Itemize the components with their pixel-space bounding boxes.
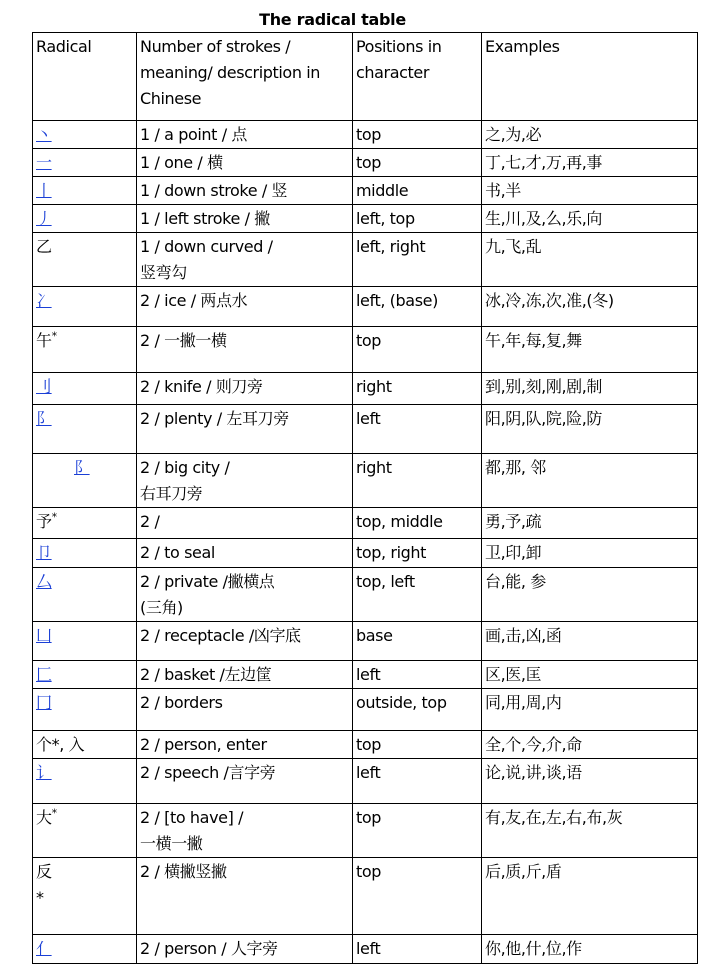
positions-cell: left [353, 661, 482, 689]
radical-cell [33, 233, 137, 287]
positions-cell: top, right [353, 539, 482, 568]
radical-cell [33, 373, 137, 405]
radical-link[interactable]: 丨 [36, 181, 52, 200]
positions-cell: top [353, 149, 482, 177]
strokes-cell: 2 / [to have] / 一横一撇 [137, 804, 353, 858]
table-row [33, 539, 698, 568]
examples-cell: 到,别,刻,刚,剧,制 [482, 373, 698, 405]
header-strokes: Number of strokes / meaning/ description in Chinese [137, 33, 353, 121]
radical-char: 反 * [36, 862, 52, 907]
strokes-cell: 2 / basket /左边筐 [137, 661, 353, 689]
asterisk-note: * [51, 510, 57, 524]
table-row [33, 327, 698, 373]
positions-cell: top [353, 121, 482, 149]
header-radical: Radical [33, 33, 137, 121]
radical-cell [33, 327, 137, 373]
table-row [33, 689, 698, 731]
positions-cell: top [353, 858, 482, 935]
radical-link[interactable]: 冫 [36, 291, 52, 310]
radical-table [32, 32, 698, 964]
examples-cell: 九,飞,乱 [482, 233, 698, 287]
radical-char: 予 [36, 512, 52, 531]
header-positions: Positions in character [353, 33, 482, 121]
examples-cell: 台,能, 参 [482, 568, 698, 622]
examples-cell: 区,医,匡 [482, 661, 698, 689]
table-row [33, 149, 698, 177]
positions-cell: right [353, 454, 482, 508]
positions-cell: top [353, 327, 482, 373]
strokes-cell: 1 / one / 横 [137, 149, 353, 177]
positions-cell: right [353, 373, 482, 405]
strokes-cell: 2 / person / 人字旁 [137, 935, 353, 964]
strokes-cell: 2 / receptacle /凶字底 [137, 622, 353, 661]
radical-cell [33, 149, 137, 177]
radical-char: 午 [36, 331, 52, 350]
examples-cell: 阳,阴,队,院,险,防 [482, 405, 698, 454]
radical-cell [33, 508, 137, 539]
positions-cell: base [353, 622, 482, 661]
positions-cell: outside, top [353, 689, 482, 731]
page-title: The radical table [259, 10, 406, 29]
positions-cell: left [353, 759, 482, 804]
strokes-cell: 2 / big city / 右耳刀旁 [137, 454, 353, 508]
table-row [33, 233, 698, 287]
radical-cell [33, 622, 137, 661]
strokes-cell: 2 / borders [137, 689, 353, 731]
strokes-cell: 2 / ice / 两点水 [137, 287, 353, 327]
table-row [33, 622, 698, 661]
positions-cell: left, (base) [353, 287, 482, 327]
positions-cell: top [353, 731, 482, 759]
strokes-cell: 1 / down curved / 竖弯勾 [137, 233, 353, 287]
strokes-cell: 2 / knife / 则刀旁 [137, 373, 353, 405]
radical-link[interactable]: 讠 [36, 763, 52, 782]
positions-cell: middle [353, 177, 482, 205]
examples-cell: 生,川,及,么,乐,向 [482, 205, 698, 233]
examples-cell: 画,击,凶,函 [482, 622, 698, 661]
examples-cell: 卫,印,卸 [482, 539, 698, 568]
radical-cell [33, 405, 137, 454]
positions-cell: top, left [353, 568, 482, 622]
table-row [33, 405, 698, 454]
table-row [33, 661, 698, 689]
examples-cell: 有,友,在,左,右,布,灰 [482, 804, 698, 858]
table-row [33, 568, 698, 622]
radical-cell [33, 661, 137, 689]
radical-cell [33, 759, 137, 804]
positions-cell: left [353, 405, 482, 454]
table-row [33, 804, 698, 858]
strokes-cell: 2 / 横撇竖撇 [137, 858, 353, 935]
positions-cell: left [353, 935, 482, 964]
table-row [33, 858, 698, 935]
examples-cell: 午,年,每,复,舞 [482, 327, 698, 373]
table-row [33, 121, 698, 149]
strokes-cell: 2 / private /撇横点 (三角) [137, 568, 353, 622]
examples-cell: 同,用,周,内 [482, 689, 698, 731]
radical-link[interactable]: 一 [36, 153, 52, 172]
examples-cell: 你,他,什,位,作 [482, 935, 698, 964]
header-row [33, 33, 698, 121]
radical-link[interactable]: 刂 [36, 377, 52, 396]
radical-cell [33, 539, 137, 568]
table-row [33, 205, 698, 233]
radical-link[interactable]: 凵 [36, 626, 52, 645]
examples-cell: 勇,予,疏 [482, 508, 698, 539]
radical-link[interactable]: 冂 [36, 693, 52, 712]
radical-char: 个*, 入 [36, 735, 85, 754]
table-row [33, 731, 698, 759]
positions-cell: left, top [353, 205, 482, 233]
radical-cell [33, 454, 137, 508]
radical-cell [33, 287, 137, 327]
strokes-cell: 1 / left stroke / 撇 [137, 205, 353, 233]
table-row [33, 759, 698, 804]
asterisk-note: * [51, 806, 57, 820]
radical-link[interactable]: 亻 [36, 939, 52, 958]
header-examples: Examples [482, 33, 698, 121]
radical-cell [33, 177, 137, 205]
radical-cell [33, 804, 137, 858]
table-row [33, 454, 698, 508]
radical-link[interactable]: 卩 [36, 543, 52, 562]
radical-char: 大 [36, 808, 52, 827]
radical-cell [33, 568, 137, 622]
examples-cell: 书,半 [482, 177, 698, 205]
examples-cell: 都,那, 邻 [482, 454, 698, 508]
examples-cell: 后,质,斤,盾 [482, 858, 698, 935]
examples-cell: 丁,七,才,万,再,事 [482, 149, 698, 177]
radical-link[interactable]: 丶 [36, 125, 52, 144]
table-row [33, 508, 698, 539]
radical-cell [33, 858, 137, 935]
table-row [33, 177, 698, 205]
examples-cell: 论,说,讲,谈,语 [482, 759, 698, 804]
radical-link[interactable]: 阝 [74, 458, 90, 477]
radical-link[interactable]: 丿 [36, 209, 52, 228]
radical-cell [33, 689, 137, 731]
radical-link[interactable]: 匚 [36, 665, 52, 684]
strokes-cell: 2 / plenty / 左耳刀旁 [137, 405, 353, 454]
radical-cell [33, 731, 137, 759]
positions-cell: top [353, 804, 482, 858]
table-row [33, 373, 698, 405]
examples-cell: 之,为,必 [482, 121, 698, 149]
positions-cell: left, right [353, 233, 482, 287]
strokes-cell: 1 / down stroke / 竖 [137, 177, 353, 205]
strokes-cell: 2 / person, enter [137, 731, 353, 759]
radical-cell [33, 935, 137, 964]
asterisk-note: * [51, 329, 57, 343]
radical-link[interactable]: 阝 [36, 409, 52, 428]
radical-char: 乙 [36, 237, 52, 256]
radical-link[interactable]: 厶 [36, 572, 52, 591]
strokes-cell: 1 / a point / 点 [137, 121, 353, 149]
examples-cell: 冰,冷,冻,次,准,(冬) [482, 287, 698, 327]
strokes-cell: 2 / 一撇一横 [137, 327, 353, 373]
table-row [33, 935, 698, 964]
examples-cell: 全,个,今,介,命 [482, 731, 698, 759]
strokes-cell: 2 / to seal [137, 539, 353, 568]
positions-cell: top, middle [353, 508, 482, 539]
radical-cell [33, 121, 137, 149]
strokes-cell: 2 / speech /言字旁 [137, 759, 353, 804]
table-row [33, 287, 698, 327]
strokes-cell: 2 / [137, 508, 353, 539]
radical-cell [33, 205, 137, 233]
